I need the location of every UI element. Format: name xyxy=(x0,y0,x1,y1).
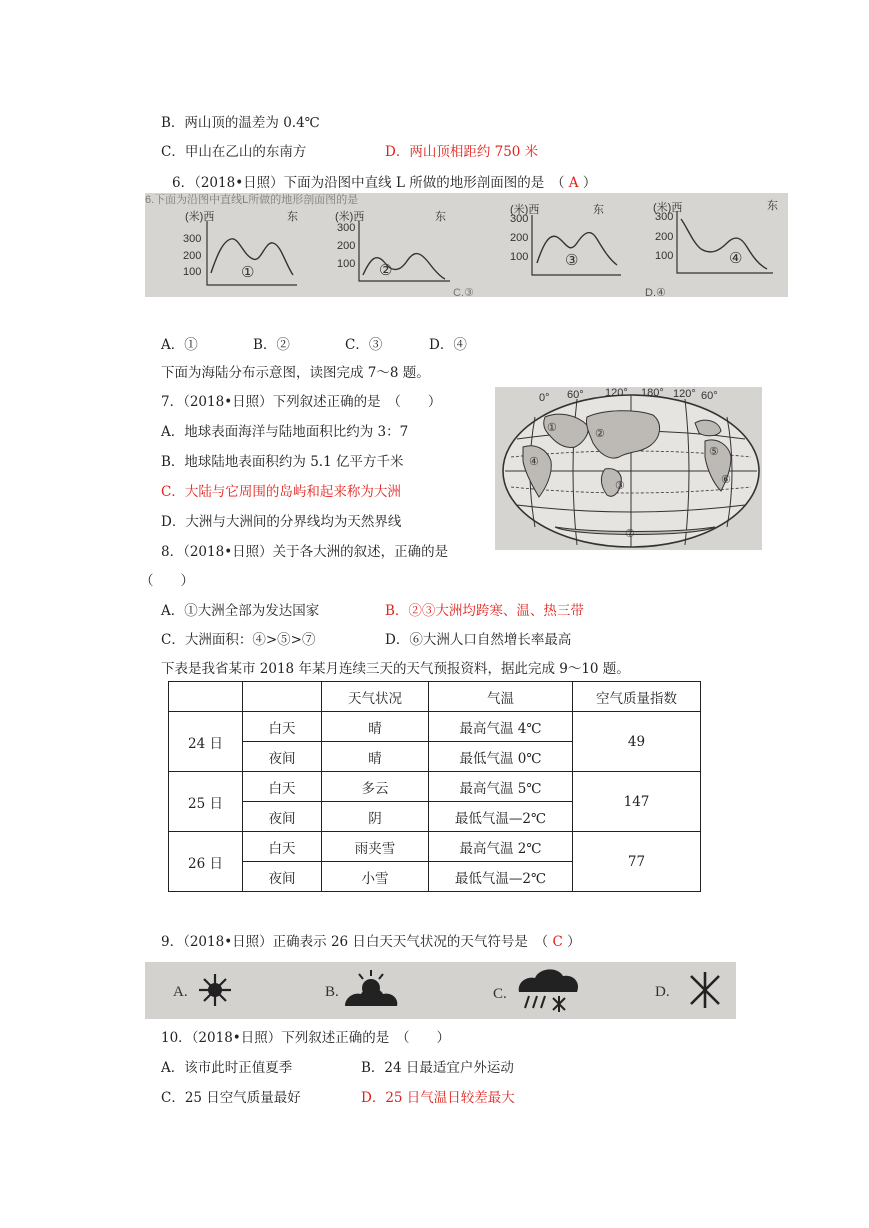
svg-text:100: 100 xyxy=(183,266,202,278)
q9-stem: 9．（2018•日照）正确表示 26 日白天天气状况的天气符号是 （ C ） xyxy=(161,934,581,950)
weather-cell: 小雪 xyxy=(322,862,429,892)
temp-cell: 最高气温 5℃ xyxy=(429,772,573,802)
svg-text:100: 100 xyxy=(655,250,674,262)
weather-cell: 阴 xyxy=(322,802,429,832)
period-cell: 夜间 xyxy=(243,862,322,892)
weather-cell: 晴 xyxy=(322,742,429,772)
svg-text:D.: D. xyxy=(655,984,670,1000)
q6-figure-header: 6.下面为沿图中直线L所做的地形剖面图的是 xyxy=(145,194,359,206)
q6-answer: A xyxy=(568,175,579,191)
q5-option-d-answer: D．两山顶相距约 750 米 xyxy=(385,144,539,160)
q8-option-c: C．大洲面积：④>⑤>⑦ xyxy=(161,632,316,648)
temp-cell: 最低气温 0℃ xyxy=(429,742,573,772)
period-cell: 白天 xyxy=(243,772,322,802)
q7-option-d: D．大洲与大洲间的分界线均为天然界线 xyxy=(161,514,402,530)
svg-text:0°: 0° xyxy=(539,392,550,404)
period-cell: 白天 xyxy=(243,832,322,862)
svg-text:东: 东 xyxy=(593,204,604,216)
intro-7-8: 下面为海陆分布示意图，读图完成 7～8 题。 xyxy=(161,365,430,381)
aqi-cell: 49 xyxy=(573,712,701,772)
map-mark-4: ④ xyxy=(529,456,539,468)
table-row xyxy=(169,712,701,742)
temp-cell: 最低气温—2℃ xyxy=(429,862,573,892)
q8-option-d: D．⑥大洲人口自然增长率最高 xyxy=(385,632,572,648)
weather-cell: 晴 xyxy=(322,712,429,742)
svg-text:120°: 120° xyxy=(605,387,628,399)
q8-bracket: （ ） xyxy=(140,573,194,589)
q6-option-b: B．② xyxy=(253,337,290,353)
svg-text:东: 东 xyxy=(767,200,778,212)
q8-stem: 8．（2018•日照）关于各大洲的叙述，正确的是 xyxy=(161,544,449,560)
period-cell: 白天 xyxy=(243,712,322,742)
q6-option-c: C．③ xyxy=(345,337,383,353)
aqi-cell: 147 xyxy=(573,772,701,832)
q7-option-c-answer: C．大陆与它周围的岛屿和起来称为大洲 xyxy=(161,484,401,500)
table-row xyxy=(169,772,701,802)
q10-stem: 10．（2018•日照）下列叙述正确的是 （ ） xyxy=(161,1030,450,1046)
map-mark-6: ⑥ xyxy=(721,474,731,486)
period-cell: 夜间 xyxy=(243,802,322,832)
svg-text:东: 东 xyxy=(435,211,446,223)
q9-answer: C xyxy=(552,934,563,950)
table-row xyxy=(169,832,701,862)
q7-option-a: A．地球表面海洋与陆地面积比约为 3：7 xyxy=(161,424,409,440)
svg-text:A.: A. xyxy=(173,984,188,1000)
aqi-cell: 77 xyxy=(573,832,701,892)
temp-cell: 最低气温—2℃ xyxy=(429,802,573,832)
svg-text:200: 200 xyxy=(510,232,529,244)
svg-text:200: 200 xyxy=(337,240,356,252)
profile-mark-3: ③ xyxy=(565,253,579,269)
map-mark-3: ③ xyxy=(615,480,625,492)
q10-option-b: B．24 日最适宜户外运动 xyxy=(361,1060,514,1076)
period-cell: 夜间 xyxy=(243,742,322,772)
q7-option-b: B．地球陆地表面积约为 5.1 亿平方千米 xyxy=(161,454,404,470)
weather-cell: 多云 xyxy=(322,772,429,802)
temp-cell: 最高气温 4℃ xyxy=(429,712,573,742)
svg-text:300: 300 xyxy=(510,213,529,225)
q6-stem: 6．（2018•日照）下面为沿图中直线 L 所做的地形剖面图的是 （ A ） xyxy=(172,175,597,191)
day-cell: 25 日 xyxy=(169,772,243,832)
header-temp: 气温 xyxy=(429,682,573,712)
svg-text:C.③: C.③ xyxy=(453,287,474,297)
svg-text:东: 东 xyxy=(287,211,298,223)
map-mark-2: ② xyxy=(595,428,605,440)
profile-mark-1: ① xyxy=(241,265,255,281)
svg-text:120°: 120° xyxy=(673,388,696,400)
svg-text:C.: C. xyxy=(493,986,507,1002)
q6-option-a: A．① xyxy=(161,337,198,353)
svg-text:(米)西: (米)西 xyxy=(653,202,683,214)
svg-text:200: 200 xyxy=(655,231,674,243)
svg-text:B.: B. xyxy=(325,984,339,1000)
header-weather: 天气状况 xyxy=(322,682,429,712)
svg-text:D.④: D.④ xyxy=(645,287,666,297)
map-mark-1: ① xyxy=(547,422,557,434)
weather-symbols-figure xyxy=(145,962,736,1019)
svg-text:300: 300 xyxy=(337,222,356,234)
svg-text:300: 300 xyxy=(183,233,202,245)
table-header-row xyxy=(169,682,701,712)
intro-9-10: 下表是我省某市 2018 年某月连续三天的天气预报资料，据此完成 9～10 题。 xyxy=(161,661,630,677)
world-map-figure xyxy=(495,387,762,550)
q8-option-a: A．①大洲全部为发达国家 xyxy=(161,603,320,619)
q6-option-d: D．④ xyxy=(429,337,467,353)
q8-option-b-answer: B．②③大洲均跨寒、温、热三带 xyxy=(385,603,584,619)
q10-option-d-answer: D．25 日气温日较差最大 xyxy=(361,1090,515,1106)
profile-mark-4: ④ xyxy=(729,251,743,267)
map-mark-5: ⑤ xyxy=(709,446,719,458)
weather-cell: 雨夹雪 xyxy=(322,832,429,862)
svg-text:200: 200 xyxy=(183,250,202,262)
svg-text:180°: 180° xyxy=(641,387,664,399)
q7-stem: 7．（2018•日照）下列叙述正确的是 （ ） xyxy=(161,394,442,410)
map-mark-7: ⑦ xyxy=(625,528,635,540)
svg-text:100: 100 xyxy=(510,251,529,263)
header-aqi: 空气质量指数 xyxy=(573,682,701,712)
day-cell: 26 日 xyxy=(169,832,243,892)
q5-option-c: C．甲山在乙山的东南方 xyxy=(161,144,307,160)
profile-mark-2: ② xyxy=(379,263,393,279)
q5-option-b: B．两山顶的温差为 0.4℃ xyxy=(161,115,320,131)
svg-text:100: 100 xyxy=(337,258,356,270)
svg-text:(米)西: (米)西 xyxy=(510,204,540,216)
q6-profile-figure xyxy=(145,193,788,297)
weather-forecast-table xyxy=(168,681,701,892)
svg-text:300: 300 xyxy=(655,211,674,223)
q10-option-c: C．25 日空气质量最好 xyxy=(161,1090,301,1106)
svg-text:60°: 60° xyxy=(567,389,584,401)
q10-option-a: A．该市此时正值夏季 xyxy=(161,1060,293,1076)
svg-text:(米)西: (米)西 xyxy=(335,211,365,223)
svg-text:60°: 60° xyxy=(701,390,718,402)
temp-cell: 最高气温 2℃ xyxy=(429,832,573,862)
svg-text:(米)西: (米)西 xyxy=(185,211,215,223)
day-cell: 24 日 xyxy=(169,712,243,772)
